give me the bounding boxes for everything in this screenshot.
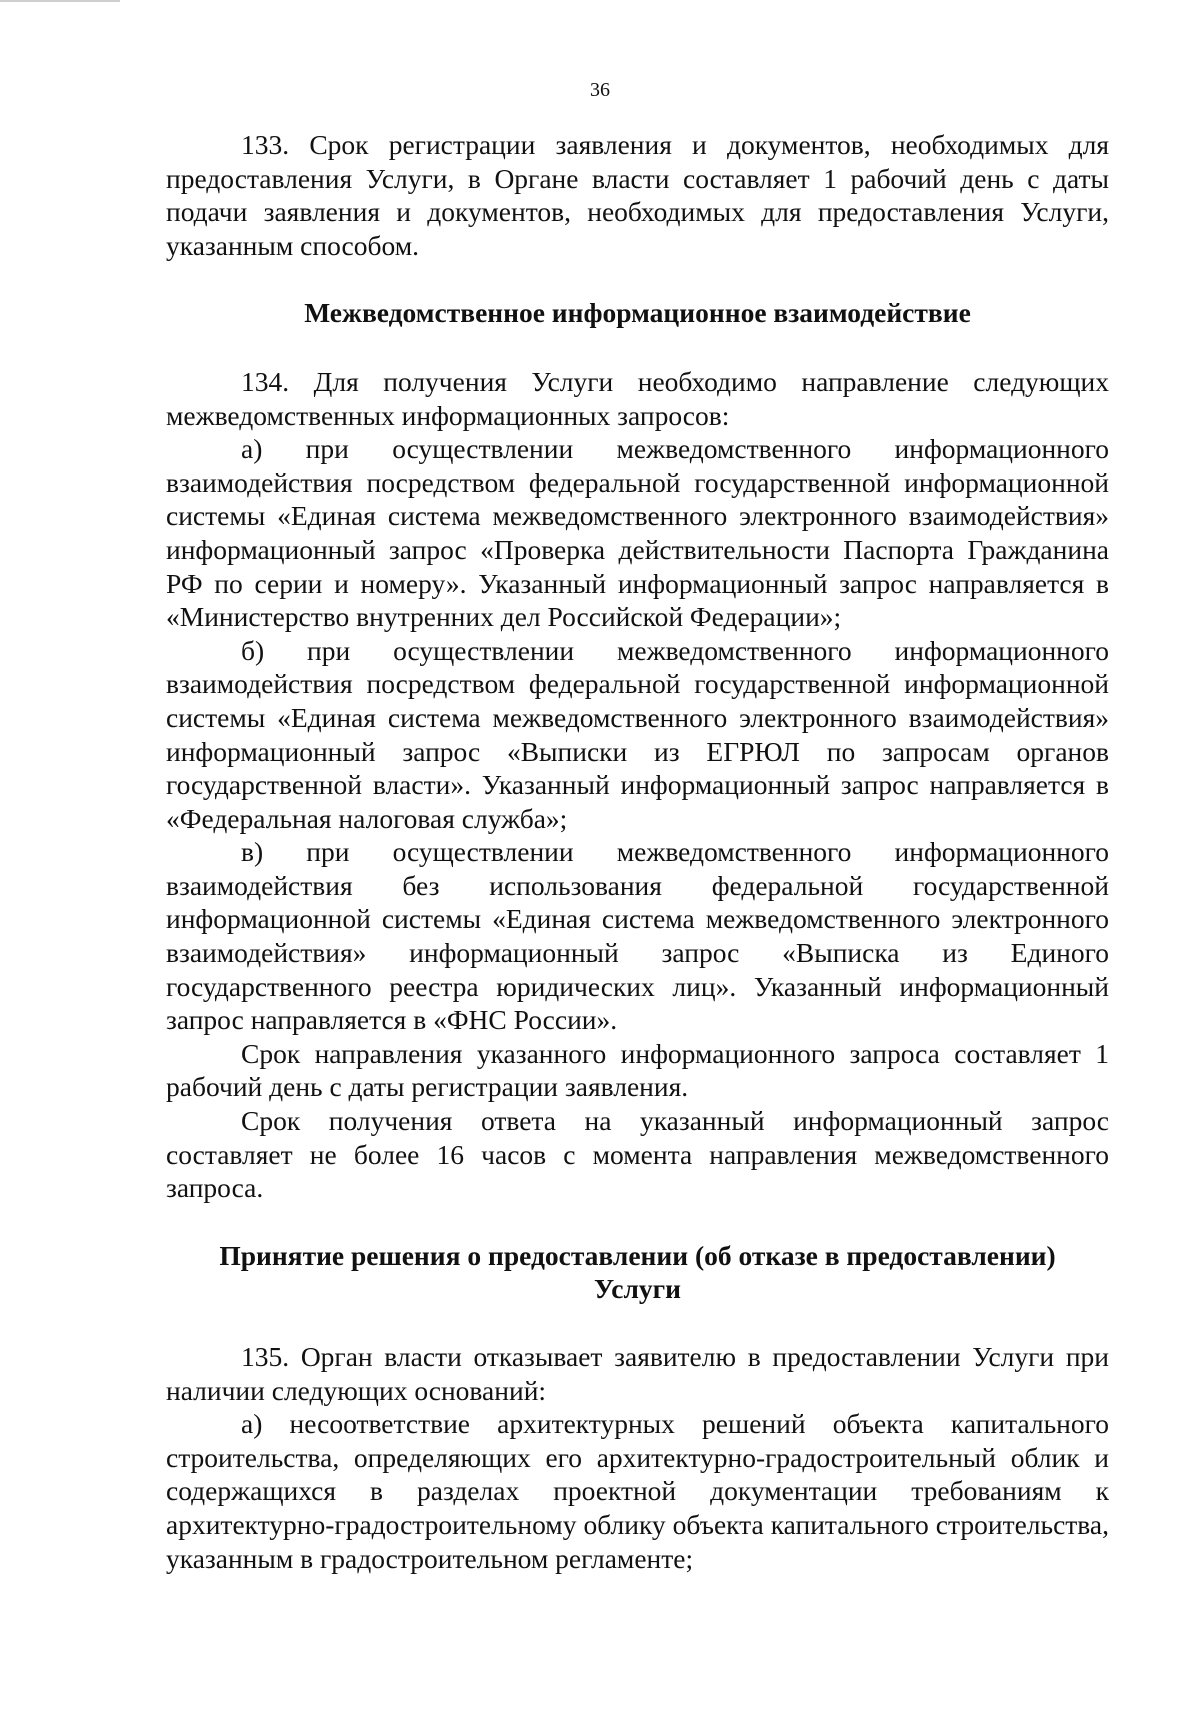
paragraph-134: 134. Для получения Услуги необходимо направление следующих межведомственных информационных запросов:	[166, 365, 1109, 431]
paragraph-135: 135. Орган власти отказывает заявителю в предоставлении Услуги при наличии следующих оснований:	[166, 1341, 1109, 1406]
document-body	[166, 128, 1109, 1575]
scan-edge-mark	[0, 0, 120, 2]
paragraph-134-v: в) при осуществлении межведомственного информационного взаимодействия без использования федеральной государственной информационной системы «Единая система межведомственного электронного взаимодействия» информационный запрос «Выписка из Единого государственного реестра юридических лиц». Указанный информационный запрос направляется в «ФНС России».	[166, 836, 1109, 1036]
paragraph-134-b: б) при осуществлении межведомственного информационного взаимодействия посредством федеральной государственной информационной системы «Единая система межведомственного электронного взаимодействия» информационный запрос «Выписки из ЕГРЮЛ по запросам органов государственной власти». Указанный информационный запрос направляется в «Федеральная налоговая служба»;	[166, 634, 1109, 834]
paragraph-134-term-send: Срок направления указанного информационного запроса составляет 1 рабочий день с даты регистрации заявления.	[166, 1037, 1109, 1103]
paragraph-135-a: а) несоответствие архитектурных решений объекта капитального строительства, определяющих его архитектурно-градостроительный облик и содержащихся в разделах проектной документации требованиям к архитектурно-градостроительному облику объекта капитального строительства, указанным в градостроительном регламенте;	[166, 1408, 1109, 1574]
section-heading-interagency: Межведомственное информационное взаимодействие	[304, 297, 971, 329]
section-heading-decision-line-2: Услуги	[594, 1273, 681, 1305]
section-heading-decision	[166, 1239, 1109, 1306]
page-number: 36	[590, 79, 610, 101]
paragraph-134-term-reply: Срок получения ответа на указанный информационный запрос составляет не более 16 часов с момента направления межведомственного запроса.	[166, 1105, 1109, 1204]
section-heading-decision-line-1: Принятие решения о предоставлении (об отказе в предоставлении)	[219, 1239, 1056, 1271]
paragraph-133: 133. Срок регистрации заявления и документов, необходимых для предоставления Услуги, в Органе власти составляет 1 рабочий день с даты подачи заявления и документов, необходимых для предоставления Услуги, указанным способом.	[166, 129, 1109, 261]
paragraph-134-a: а) при осуществлении межведомственного информационного взаимодействия посредством федеральной государственной информационной системы «Единая система межведомственного электронного взаимодействия» информационный запрос «Проверка действительности Паспорта Гражданина РФ по серии и номеру». Указанный информационный запрос направляется в «Министерство внутренних дел Российской Федерации»;	[166, 433, 1109, 633]
